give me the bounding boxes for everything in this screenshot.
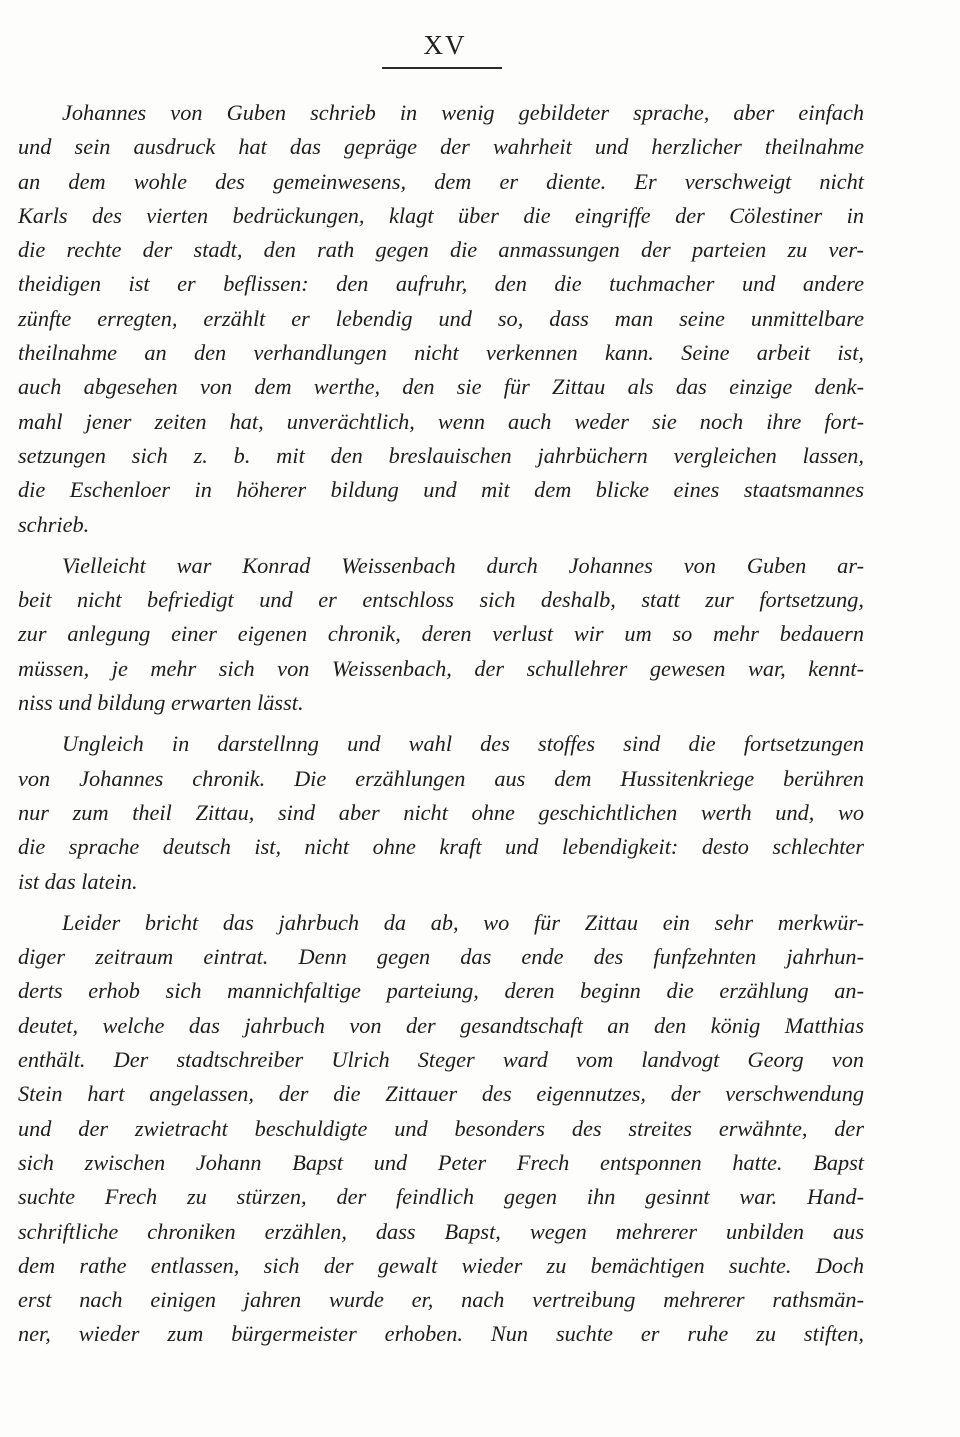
text-line: erst nach einigen jahren wurde er, nach vertreibung mehrerer rathsmän-	[18, 1287, 864, 1313]
text-line: die Eschenloer in höherer bildung und mit dem blicke eines staatsmannes	[18, 477, 864, 503]
text-line: ist das latein.	[18, 868, 138, 894]
text-line: Johannes von Guben schrieb in wenig gebildeter sprache, aber einfach	[62, 100, 864, 125]
text-line: dem rathe entlassen, sich der gewalt wieder zu bemächtigen suchte. Doch	[18, 1252, 864, 1278]
text-line: diger zeitraum eintrat. Denn gegen das ende des funfzehnten jahrhun-	[18, 944, 864, 970]
text-line: von Johannes chronik. Die erzählungen aus dem Hussitenkriege berühren	[18, 765, 864, 791]
body-text	[18, 96, 864, 1352]
text-line: auch abgesehen von dem werthe, den sie für Zittau als das einzige denk-	[18, 374, 864, 400]
text-line: schriftliche chroniken erzählen, dass Bapst, wegen mehrerer unbilden aus	[18, 1218, 864, 1244]
paragraph-3	[18, 727, 864, 898]
text-line: die rechte der stadt, den rath gegen die anmassungen der parteien zu ver-	[18, 237, 864, 263]
paragraph-4	[18, 906, 864, 1352]
text-line: und sein ausdruck hat das gepräge der wahrheit und herzlicher theilnahme	[18, 134, 864, 160]
text-line: müssen, je mehr sich von Weissenbach, der schullehrer gewesen war, kennt-	[18, 655, 864, 681]
text-line: beit nicht befriedigt und er entschloss sich deshalb, statt zur fortsetzung,	[18, 587, 864, 613]
paragraph-2	[18, 549, 864, 720]
text-line: zur anlegung einer eigenen chronik, deren verlust wir um so mehr bedauern	[18, 621, 864, 647]
text-line: Vielleicht war Konrad Weissenbach durch Johannes von Guben ar-	[62, 552, 864, 578]
text-line: Karls des vierten bedrückungen, klagt über die eingriffe der Cölestiner in	[18, 202, 864, 228]
page-number: XV	[423, 30, 467, 60]
text-line: theilnahme an den verhandlungen nicht verkennen kann. Seine arbeit ist,	[18, 340, 864, 366]
text-line: schrieb.	[18, 511, 90, 537]
text-line: setzungen sich z. b. mit den breslauischen jahrbüchern vergleichen lassen,	[18, 442, 864, 468]
text-line: ner, wieder zum bürgermeister erhoben. Nun suchte er ruhe zu stiften,	[18, 1321, 864, 1347]
text-line: suchte Frech zu stürzen, der feindlich gegen ihn gesinnt war. Hand-	[18, 1184, 864, 1210]
text-line: Leider bricht das jahrbuch da ab, wo für Zittau ein sehr merkwür-	[62, 909, 864, 935]
text-line: nur zum theil Zittau, sind aber nicht ohne geschichtlichen werth und, wo	[18, 799, 864, 825]
text-line: Ungleich in darstellnng und wahl des stoffes sind die fortsetzungen	[62, 731, 864, 757]
text-line: mahl jener zeiten hat, unverächtlich, wenn auch weder sie noch ihre fort-	[18, 408, 864, 434]
text-line: enthält. Der stadtschreiber Ulrich Steger ward vom landvogt Georg von	[18, 1047, 864, 1073]
text-line: niss und bildung erwarten lässt.	[18, 690, 304, 716]
text-line: zünfte erregten, erzählt er lebendig und so, dass man seine unmittelbare	[18, 305, 864, 331]
text-line: und der zwietracht beschuldigte und besonders des streites erwähnte, der	[18, 1115, 864, 1141]
text-line: sich zwischen Johann Bapst und Peter Frech entsponnen hatte. Bapst	[18, 1149, 864, 1175]
text-line: die sprache deutsch ist, nicht ohne kraft und lebendigkeit: desto schlechter	[18, 834, 864, 860]
text-line: Stein hart angelassen, der die Zittauer des eigennutzes, der verschwendung	[18, 1081, 864, 1107]
text-line: deutet, welche das jahrbuch von der gesandtschaft an den könig Matthias	[18, 1012, 864, 1038]
text-line: derts erhob sich mannichfaltige parteiung, deren beginn die erzählung an-	[18, 978, 864, 1004]
paragraph-1	[18, 96, 864, 542]
text-line: an dem wohle des gemeinwesens, dem er diente. Er verschweigt nicht	[18, 168, 864, 194]
header-rule	[382, 67, 502, 69]
text-line: theidigen ist er beflissen: den aufruhr, den die tuchmacher und andere	[18, 271, 864, 297]
